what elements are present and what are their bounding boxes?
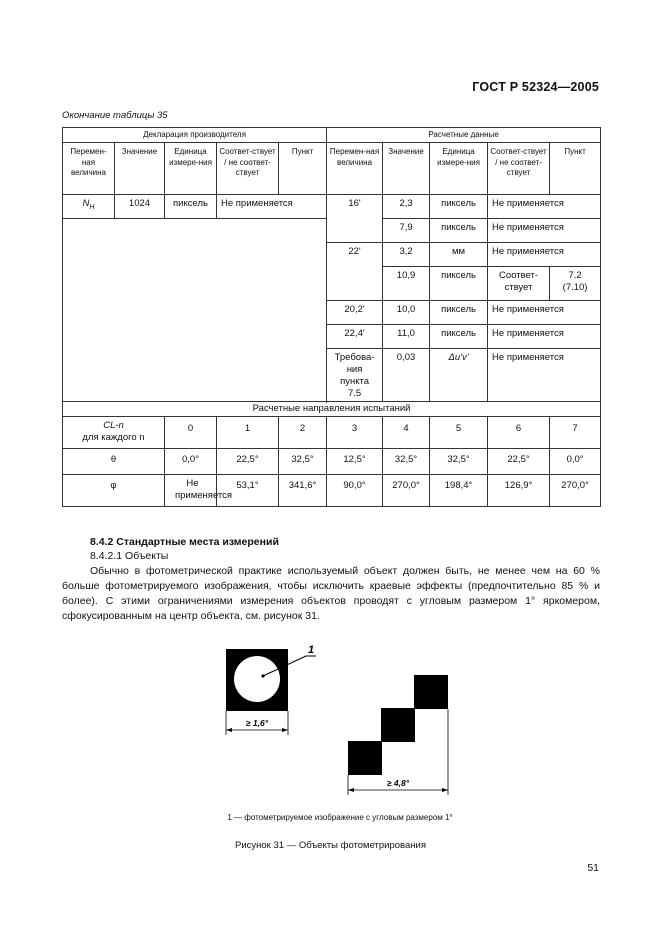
dimension-left [226, 711, 288, 735]
n-value: 5 [430, 417, 488, 449]
col-header-conform-calc: Соответ-ствует / не соответ-ствует [488, 143, 550, 195]
col-header-clause: Пункт [279, 143, 327, 195]
calc-value: 3,2 [383, 243, 430, 267]
col-header-value-calc: Значение [383, 143, 430, 195]
calc-value: 2,3 [383, 195, 430, 219]
calc-conform: Не применяется [488, 325, 601, 349]
nh-value: 1024 [115, 195, 165, 219]
group-header-calculated: Расчетные данные [327, 128, 601, 143]
phi-value: 90,0° [327, 475, 383, 507]
dimension-right [348, 709, 448, 795]
standard-header: ГОСТ Р 52324—2005 [472, 80, 599, 94]
phi-value: 341,6° [279, 475, 327, 507]
calc-unit: пиксель [430, 267, 488, 301]
table-caption: Окончание таблицы 35 [62, 110, 168, 121]
col-header-unit: Единица измере-ния [165, 143, 217, 195]
directions-title: Расчетные направления испытаний [63, 402, 601, 417]
theta-value: 0,0° [165, 449, 217, 475]
theta-value: 22,5° [488, 449, 550, 475]
object-circle-target [226, 649, 316, 711]
cl-label: CL-n для каждого n [63, 417, 165, 449]
phi-value: 198,4° [430, 475, 488, 507]
phi-value: 270,0° [550, 475, 601, 507]
n-value: 1 [217, 417, 279, 449]
calc-unit: пиксель [430, 325, 488, 349]
calc-var-22: 22' [327, 243, 383, 301]
phi-value: 270,0° [383, 475, 430, 507]
calc-value: 10,9 [383, 267, 430, 301]
page-number: 51 [587, 862, 599, 874]
calc-value: 7,9 [383, 219, 430, 243]
object-checkerboard [348, 675, 448, 775]
calc-unit: пиксель [430, 195, 488, 219]
figure-caption: Рисунок 31 — Объекты фотометрирования [235, 840, 426, 851]
col-header-var: Перемен-ная величина [63, 143, 115, 195]
n-value: 7 [550, 417, 601, 449]
calc-conform: Не применяется [488, 195, 601, 219]
calc-var-req-7-5: Требова-ния пункта 7.5 [327, 349, 383, 402]
n-value: 3 [327, 417, 383, 449]
col-header-value: Значение [115, 143, 165, 195]
dimension-left-label: ≥ 1,6° [245, 718, 269, 728]
theta-value: 32,5° [383, 449, 430, 475]
nh-conform: Не применяется [217, 195, 327, 219]
calc-unit: мм [430, 243, 488, 267]
table-35 [62, 127, 601, 507]
col-header-conform: Соответ-ствует / не соответ-ствует [217, 143, 279, 195]
calc-unit: пиксель [430, 219, 488, 243]
nh-var: $N_H$ [63, 195, 115, 219]
nh-unit: пиксель [165, 195, 217, 219]
calc-var-22-4: 22,4' [327, 325, 383, 349]
phi-value: 126,9° [488, 475, 550, 507]
phi-value: 53,1° [217, 475, 279, 507]
theta-value: 0,0° [550, 449, 601, 475]
calc-conform: Не применяется [488, 301, 601, 325]
phi-label: φ [63, 475, 165, 507]
calc-conform: Не применяется [488, 349, 601, 402]
section-subtitle: 8.4.2.1 Объекты [90, 550, 169, 562]
n-value: 2 [279, 417, 327, 449]
figure-note: 1 — фотометрируемое изображение с угловым размером 1° [227, 813, 453, 822]
col-header-clause-calc: Пункт [550, 143, 601, 195]
calc-unit: Δu'v' [430, 349, 488, 402]
theta-value: 22,5° [217, 449, 279, 475]
phi-value: Не применяется [165, 475, 217, 507]
calc-conform: Не применяется [488, 219, 601, 243]
theta-label: θ [63, 449, 165, 475]
blank-left-area [63, 219, 327, 402]
calc-var-20-2: 20,2' [327, 301, 383, 325]
calc-unit: пиксель [430, 301, 488, 325]
group-header-manufacturer: Декларация производителя [63, 128, 327, 143]
theta-value: 32,5° [430, 449, 488, 475]
calc-value: 11,0 [383, 325, 430, 349]
calc-value: 10,0 [383, 301, 430, 325]
n-value: 4 [383, 417, 430, 449]
calc-conform: Не применяется [488, 243, 601, 267]
dimension-right-label: ≥ 4,8° [386, 778, 410, 788]
section-title: 8.4.2 Стандартные места измерений [90, 536, 279, 548]
col-header-var-calc: Перемен-ная величина [327, 143, 383, 195]
calc-conform: Соответ-ствует [488, 267, 550, 301]
n-value: 6 [488, 417, 550, 449]
calc-var-16: 16' [327, 195, 383, 243]
n-value: 0 [165, 417, 217, 449]
figure-callout-label: 1 [308, 644, 315, 656]
calc-value: 0,03 [383, 349, 430, 402]
col-header-unit-calc: Единица измере-ния [430, 143, 488, 195]
theta-value: 32,5° [279, 449, 327, 475]
calc-clause: 7.2 (7.10) [550, 267, 601, 301]
section-paragraph: Обычно в фотометрической практике используемый объект должен быть, не менее чем на 60 % больше фотометрируемого изображения, чтобы исключить краевые эффекты (предпочтительно 85 % и более). С этими ограничениями измерения объектов проводят с угловым размером 1° яркомером, сфокусированным на центр объекта, см. рисунок 31. [62, 565, 600, 622]
theta-value: 12,5° [327, 449, 383, 475]
